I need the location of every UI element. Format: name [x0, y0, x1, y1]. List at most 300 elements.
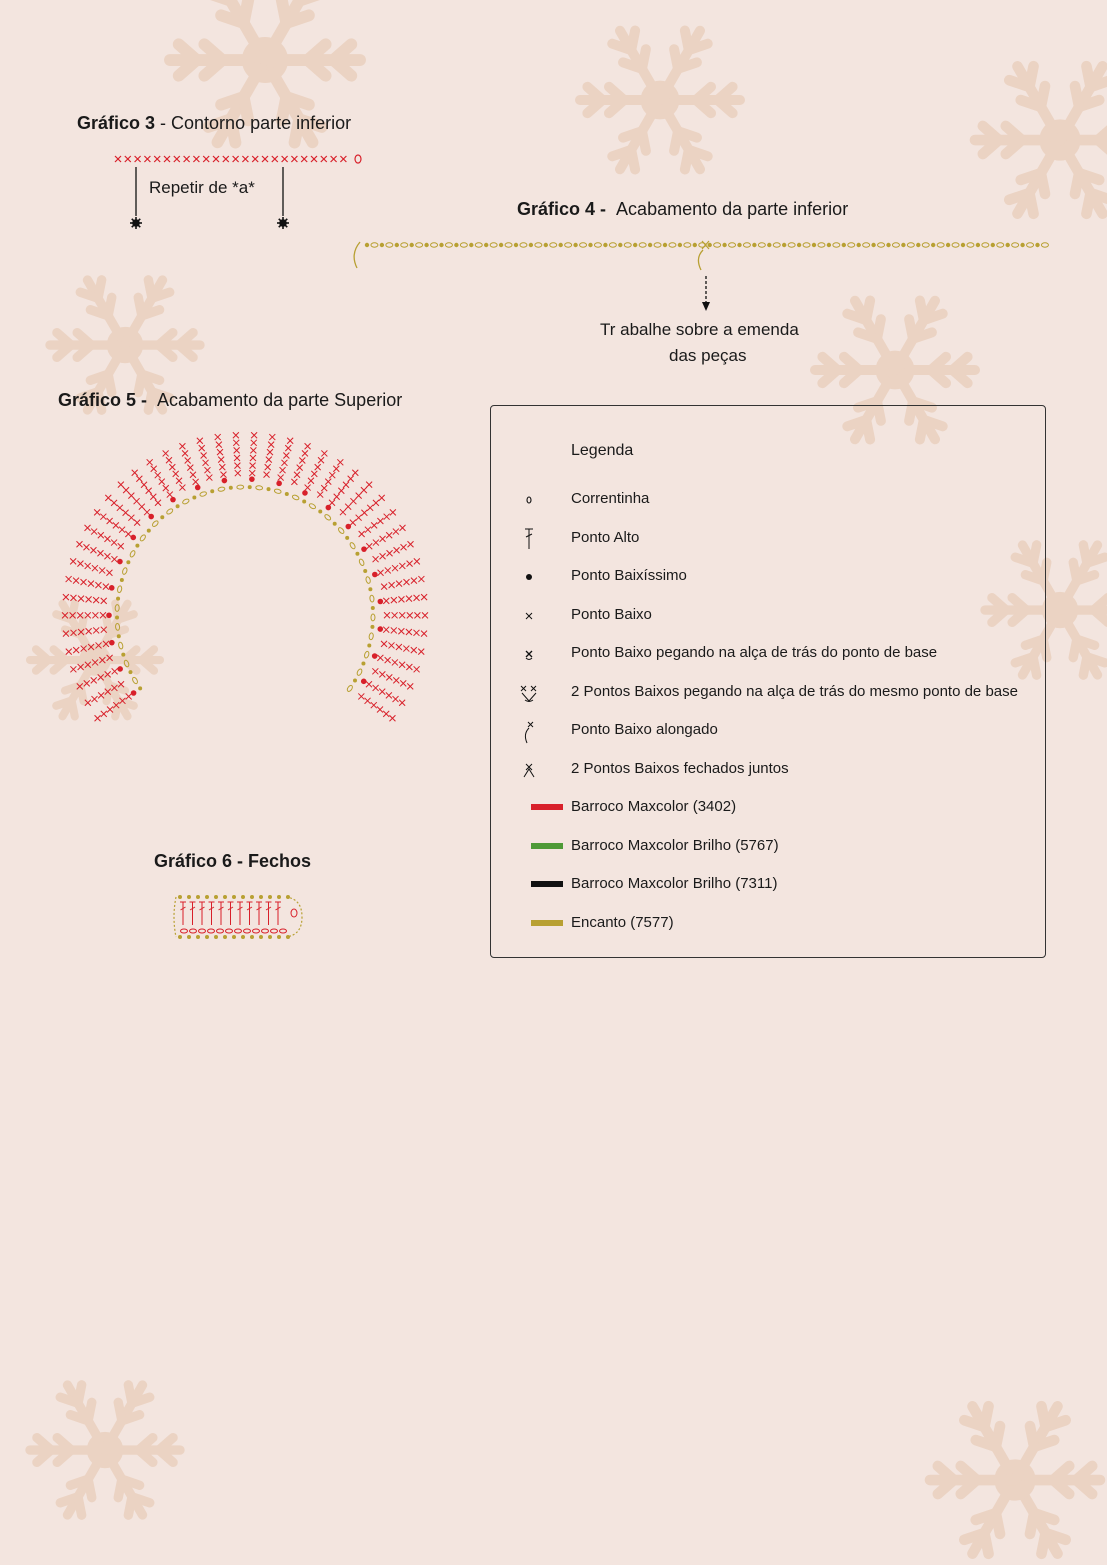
single-crochet-mark: [204, 467, 210, 473]
chain-mark: [729, 243, 736, 247]
single-crochet-mark: [392, 565, 398, 571]
single-crochet-mark: [291, 479, 297, 485]
chain-mark: [217, 929, 224, 933]
chain-mark: [863, 243, 870, 247]
single-crochet-mark: [308, 478, 314, 484]
chain-mark: [580, 243, 587, 247]
single-crochet-mark: [144, 156, 150, 162]
slip-stitch-mark: [277, 895, 281, 899]
chain-mark: [244, 929, 251, 933]
single-crochet-mark: [99, 657, 105, 663]
single-crochet-mark: [76, 541, 82, 547]
single-crochet-mark: [203, 460, 209, 466]
single-crochet-mark: [66, 649, 72, 655]
slip-stitch-mark: [138, 686, 142, 690]
slip-stitch-mark: [648, 243, 652, 247]
single-crochet-mark: [389, 715, 395, 721]
single-crochet-mark: [383, 598, 389, 604]
single-crochet-mark: [377, 707, 383, 713]
single-crochet-mark: [166, 457, 172, 463]
slip-stitch-mark: [469, 243, 473, 247]
single-crochet-mark: [184, 156, 190, 162]
single-crochet-mark: [193, 479, 199, 485]
slip-stitch-mark: [192, 495, 196, 499]
single-crochet-mark: [251, 432, 257, 438]
single-crochet-mark: [367, 505, 373, 511]
slip-stitch-mark: [499, 243, 503, 247]
chain-mark: [535, 243, 542, 247]
single-crochet-mark: [393, 529, 399, 535]
slip-stitch-mark: [116, 597, 120, 601]
slip-stitch-mark: [752, 243, 756, 247]
slip-stitch-mark: [249, 476, 255, 482]
single-crochet-mark: [94, 509, 100, 515]
single-crochet-mark: [394, 547, 400, 553]
legend-item-label: Barroco Maxcolor Brilho (7311): [571, 875, 778, 892]
single-crochet-mark: [199, 445, 205, 451]
slip-stitch-mark: [117, 634, 121, 638]
single-crochet-mark: [396, 644, 402, 650]
single-crochet-mark: [377, 655, 383, 661]
single-crochet-mark: [220, 472, 226, 478]
single-crochet-mark: [338, 488, 344, 494]
slip-stitch-mark: [120, 578, 124, 582]
single-crochet-mark: [414, 612, 420, 618]
slip-stitch-mark: [326, 505, 332, 511]
single-crochet-mark: [391, 597, 397, 603]
single-crochet-mark: [117, 505, 123, 511]
slip-stitch-mark: [737, 243, 741, 247]
slip-stitch-mark: [961, 243, 965, 247]
chart4-title: Gráfico 4 - Acabamento da parte inferior: [517, 199, 849, 219]
color-swatch-bar: [531, 881, 563, 887]
snowflake-icon: [975, 66, 1107, 214]
single-crochet-mark: [73, 647, 79, 653]
chain-mark: [355, 155, 361, 163]
single-crochet-mark: [91, 696, 97, 702]
single-crochet-mark: [373, 556, 379, 562]
chain-mark: [370, 595, 375, 602]
single-crochet-mark: [98, 674, 104, 680]
chain-mark: [922, 243, 929, 247]
snowflake-icon: [580, 31, 740, 170]
single-crochet-mark: [233, 440, 239, 446]
single-crochet-mark: [119, 698, 125, 704]
slip-stitch-mark: [121, 653, 125, 657]
single-crochet-mark: [262, 156, 268, 162]
single-crochet-mark: [176, 478, 182, 484]
slip-stitch-mark: [514, 243, 518, 247]
chain-mark: [369, 633, 374, 640]
slip-stitch-mark: [931, 243, 935, 247]
single-crochet-mark: [400, 525, 406, 531]
slip-stitch-mark: [196, 935, 200, 939]
chain-mark: [520, 243, 527, 247]
slip-stitch-mark: [603, 243, 607, 247]
single-crochet-mark: [78, 596, 84, 602]
slip-stitch-mark: [976, 243, 980, 247]
single-crochet-mark: [150, 494, 156, 500]
double-crochet-mark: [247, 902, 253, 925]
slip-stitch-mark: [223, 895, 227, 899]
single-crochet-mark: [125, 531, 131, 537]
slip-stitch-mark: [214, 935, 218, 939]
slip-stitch-mark: [223, 935, 227, 939]
double-crochet-mark: [228, 902, 234, 925]
single-crochet-mark: [383, 627, 389, 633]
single-crochet-mark: [406, 629, 412, 635]
single-crochet-mark: [111, 685, 117, 691]
single-crochet-mark: [235, 470, 241, 476]
single-crochet-mark: [135, 156, 141, 162]
single-crochet-mark: [267, 449, 273, 455]
single-crochet-mark: [318, 457, 324, 463]
single-crochet-mark: [291, 156, 297, 162]
single-crochet-mark: [107, 707, 113, 713]
single-crochet-mark: [386, 674, 392, 680]
chart5-diagram: [55, 425, 445, 785]
single-crochet-mark: [388, 642, 394, 648]
single-crochet-mark: [95, 715, 101, 721]
color-swatch-bar: [531, 804, 563, 810]
single-crochet-mark: [399, 662, 405, 668]
single-crochet-mark: [398, 628, 404, 634]
single-crochet-mark: [173, 471, 179, 477]
slip-stitch-mark: [117, 666, 123, 672]
slip-stitch-mark: [380, 243, 384, 247]
single-crochet-mark: [83, 544, 89, 550]
single-crochet-mark: [361, 487, 367, 493]
single-crochet-mark: [414, 666, 420, 672]
single-crochet-mark: [377, 518, 383, 524]
chain-mark: [907, 243, 914, 247]
single-crochet-mark: [139, 504, 145, 510]
slip-stitch-mark: [250, 895, 254, 899]
slip-stitch-mark: [130, 535, 136, 541]
single-crochet-mark: [418, 576, 424, 582]
legend-item: [491, 485, 1047, 515]
single-crochet-mark: [169, 464, 175, 470]
single-crochet-mark: [302, 450, 308, 456]
single-crochet-mark: [329, 500, 335, 506]
single-crochet-mark: [197, 438, 203, 444]
single-crochet-mark: [73, 578, 79, 584]
single-crochet-mark: [70, 558, 76, 564]
double-crochet-mark: [190, 902, 196, 925]
single-crochet-mark: [371, 522, 377, 528]
single-crochet-mark: [77, 561, 83, 567]
single-crochet-mark: [285, 445, 291, 451]
chain-mark: [324, 514, 332, 521]
single-crochet-mark: [98, 532, 104, 538]
single-crochet-mark: [305, 485, 311, 491]
chart4-diagram: [345, 232, 1055, 317]
slip-stitch-mark: [901, 243, 905, 247]
single-crochet-mark: [234, 447, 240, 453]
chain-mark: [129, 550, 136, 558]
slip-stitch-icon: [509, 562, 549, 592]
slip-stitch-mark: [365, 243, 369, 247]
single-crochet-mark: [392, 612, 398, 618]
single-crochet-mark: [119, 527, 125, 533]
single-crochet-mark: [379, 689, 385, 695]
snowflake-icon: [30, 1385, 180, 1515]
chain-mark: [594, 243, 601, 247]
asterisk-icon: [277, 217, 289, 229]
double-crochet-icon: [509, 524, 549, 554]
single-crochet-mark: [95, 582, 101, 588]
single-crochet-mark: [77, 683, 83, 689]
single-crochet-mark: [268, 442, 274, 448]
color-swatch: [509, 793, 549, 823]
single-crochet-mark: [399, 563, 405, 569]
slip-stitch-mark: [439, 243, 443, 247]
single-crochet-mark: [372, 668, 378, 674]
double-crochet-mark: [237, 902, 243, 925]
single-crochet-mark: [105, 689, 111, 695]
single-crochet-mark: [321, 485, 327, 491]
single-crochet-mark: [90, 547, 96, 553]
color-swatch-bar: [531, 843, 563, 849]
single-crochet-mark: [400, 680, 406, 686]
chain-mark: [505, 243, 512, 247]
chain-mark: [550, 243, 557, 247]
asterisk-icon: [130, 217, 142, 229]
chain-mark: [416, 243, 423, 247]
slip-stitch-mark: [767, 243, 771, 247]
single-crochet-mark: [359, 531, 365, 537]
single-crochet-mark: [249, 470, 255, 476]
slip-stitch-mark: [529, 243, 533, 247]
single-crochet-mark: [380, 553, 386, 559]
slip-stitch-mark: [131, 690, 137, 696]
single-crochet-decrease-icon: [509, 755, 549, 785]
single-crochet-mark: [174, 156, 180, 162]
single-crochet-mark: [105, 671, 111, 677]
single-crochet-mark: [383, 711, 389, 717]
single-crochet-mark: [81, 646, 87, 652]
single-crochet-mark: [345, 504, 351, 510]
single-crochet-mark: [392, 659, 398, 665]
single-crochet-mark: [118, 543, 124, 549]
single-crochet-mark: [366, 482, 372, 488]
single-crochet-mark: [70, 612, 76, 618]
single-crochet-mark: [103, 584, 109, 590]
slip-stitch-mark: [277, 935, 281, 939]
single-crochet-mark: [297, 465, 303, 471]
single-crochet-mark: [414, 558, 420, 564]
single-crochet-mark: [104, 553, 110, 559]
single-crochet-mark: [132, 470, 138, 476]
slip-stitch-mark: [205, 895, 209, 899]
single-crochet-mark: [331, 156, 337, 162]
slip-stitch-mark: [106, 612, 112, 618]
slip-stitch-mark: [147, 529, 151, 533]
slip-stitch-mark: [241, 895, 245, 899]
single-crochet-mark: [213, 156, 219, 162]
slip-stitch-mark: [722, 243, 726, 247]
slip-stitch-mark: [250, 935, 254, 939]
single-crochet-mark: [185, 457, 191, 463]
two-single-crochet-back-loop-icon: [509, 678, 549, 708]
single-crochet-mark: [84, 680, 90, 686]
slip-stitch-mark: [708, 243, 712, 247]
color-swatch: [509, 832, 549, 862]
chain-mark: [952, 243, 959, 247]
legend-item-label: Ponto Alto: [571, 529, 640, 546]
single-crochet-mark: [92, 612, 98, 618]
single-crochet-mark: [99, 567, 105, 573]
chain-mark: [365, 576, 371, 584]
legend-item-label: Ponto Baixo alongado: [571, 721, 718, 738]
chain-mark: [639, 243, 646, 247]
single-crochet-mark: [88, 581, 94, 587]
single-crochet-mark: [182, 450, 188, 456]
single-crochet-mark: [379, 495, 385, 501]
single-crochet-mark: [66, 576, 72, 582]
slip-stitch-mark: [361, 662, 365, 666]
chain-mark: [308, 503, 316, 510]
single-crochet-mark: [399, 612, 405, 618]
single-crochet-mark: [422, 612, 428, 618]
single-crochet-mark: [329, 472, 335, 478]
chain-mark: [271, 929, 278, 933]
single-crochet-mark: [311, 471, 317, 477]
slip-stitch-mark: [857, 243, 861, 247]
single-crochet-mark: [350, 520, 356, 526]
single-crochet-mark: [380, 536, 386, 542]
slip-stitch-mark: [916, 243, 920, 247]
slip-stitch-mark: [117, 559, 123, 565]
single-crochet-mark: [187, 465, 193, 471]
slip-stitch-mark: [345, 536, 349, 540]
slip-stitch-mark: [372, 653, 378, 659]
single-crochet-mark: [421, 631, 427, 637]
single-crochet-mark: [365, 698, 371, 704]
slip-stitch-mark: [248, 485, 252, 489]
slip-stitch-mark: [410, 243, 414, 247]
chain-mark: [166, 508, 174, 515]
single-crochet-mark: [378, 570, 384, 576]
single-crochet-mark: [147, 459, 153, 465]
slip-stitch-mark: [633, 243, 637, 247]
single-crochet-mark: [234, 463, 240, 469]
single-crochet-mark: [63, 631, 69, 637]
single-crochet-mark: [105, 495, 111, 501]
chain-mark: [773, 243, 780, 247]
chart3-title: Gráfico 3 - Contorno parte inferior: [77, 113, 352, 133]
single-crochet-mark: [118, 681, 124, 687]
chain-mark: [624, 243, 631, 247]
slip-stitch-mark: [178, 935, 182, 939]
single-crochet-mark: [164, 156, 170, 162]
single-crochet-mark: [421, 594, 427, 600]
legend-item: [491, 639, 1047, 669]
chart6-title: Gráfico 6 - Fechos: [154, 851, 312, 871]
chart6-diagram: [168, 893, 308, 943]
slip-stitch-mark: [454, 243, 458, 247]
chain-mark: [349, 542, 356, 550]
slip-stitch-mark: [268, 935, 272, 939]
chart4-note-line1: Tr abalhe sobre a emenda: [600, 320, 799, 339]
single-crochet-mark: [414, 595, 420, 601]
single-crochet-mark: [91, 677, 97, 683]
single-crochet-mark: [159, 479, 165, 485]
single-crochet-mark: [391, 627, 397, 633]
single-crochet-mark: [215, 434, 221, 440]
slip-stitch-mark: [109, 585, 115, 591]
chain-mark: [218, 487, 225, 492]
single-crochet-mark: [234, 455, 240, 461]
single-crochet-mark: [390, 509, 396, 515]
single-crochet-mark: [193, 156, 199, 162]
single-crochet-mark: [406, 596, 412, 602]
slip-stitch-mark: [241, 935, 245, 939]
single-crochet-mark: [78, 629, 84, 635]
single-crochet-mark: [85, 612, 91, 618]
legend-box: [490, 405, 1046, 958]
single-crochet-mark: [134, 498, 140, 504]
slip-stitch-mark: [259, 895, 263, 899]
single-crochet-mark: [103, 641, 109, 647]
single-crochet-icon: [509, 601, 549, 631]
single-crochet-mark: [252, 156, 258, 162]
slip-stitch-mark: [424, 243, 428, 247]
chain-mark: [291, 909, 297, 917]
single-crochet-mark: [179, 485, 185, 491]
chain-mark: [758, 243, 765, 247]
long-stitch-mark: [698, 250, 703, 270]
chain-mark: [235, 929, 242, 933]
single-crochet-mark: [179, 443, 185, 449]
single-crochet-mark: [334, 494, 340, 500]
single-crochet-mark: [101, 598, 107, 604]
slip-stitch-mark: [302, 500, 306, 504]
single-crochet-mark: [366, 681, 372, 687]
chain-mark: [982, 243, 989, 247]
single-crochet-mark: [403, 646, 409, 652]
slip-stitch-mark: [285, 492, 289, 496]
slip-stitch-mark: [276, 481, 282, 487]
single-crochet-mark: [411, 647, 417, 653]
chart5-title: Gráfico 5 - Acabamento da parte Superior: [58, 390, 403, 410]
chain-mark: [788, 243, 795, 247]
chain-mark: [181, 929, 188, 933]
single-crochet-mark: [70, 666, 76, 672]
chain-mark: [139, 534, 146, 542]
slip-stitch-mark: [812, 243, 816, 247]
single-crochet-mark: [146, 488, 152, 494]
single-crochet-mark: [305, 443, 311, 449]
chain-mark: [371, 614, 375, 621]
single-crochet-mark: [155, 500, 161, 506]
slip-stitch-mark: [196, 895, 200, 899]
chain-mark: [386, 243, 393, 247]
legend-item-label: 2 Pontos Baixos fechados juntos: [571, 760, 789, 777]
legend-item: [491, 601, 1047, 631]
chain-mark: [460, 243, 467, 247]
single-crochet-mark: [361, 510, 367, 516]
double-crochet-mark: [218, 902, 224, 925]
chain-mark: [475, 243, 482, 247]
chain-mark: [115, 623, 120, 630]
single-crochet-mark: [233, 156, 239, 162]
slip-stitch-mark: [663, 243, 667, 247]
chain-mark: [356, 668, 363, 676]
legend-item-label: Ponto Baixíssimo: [571, 567, 687, 584]
single-crochet-mark: [242, 156, 248, 162]
chain-mark: [401, 243, 408, 247]
